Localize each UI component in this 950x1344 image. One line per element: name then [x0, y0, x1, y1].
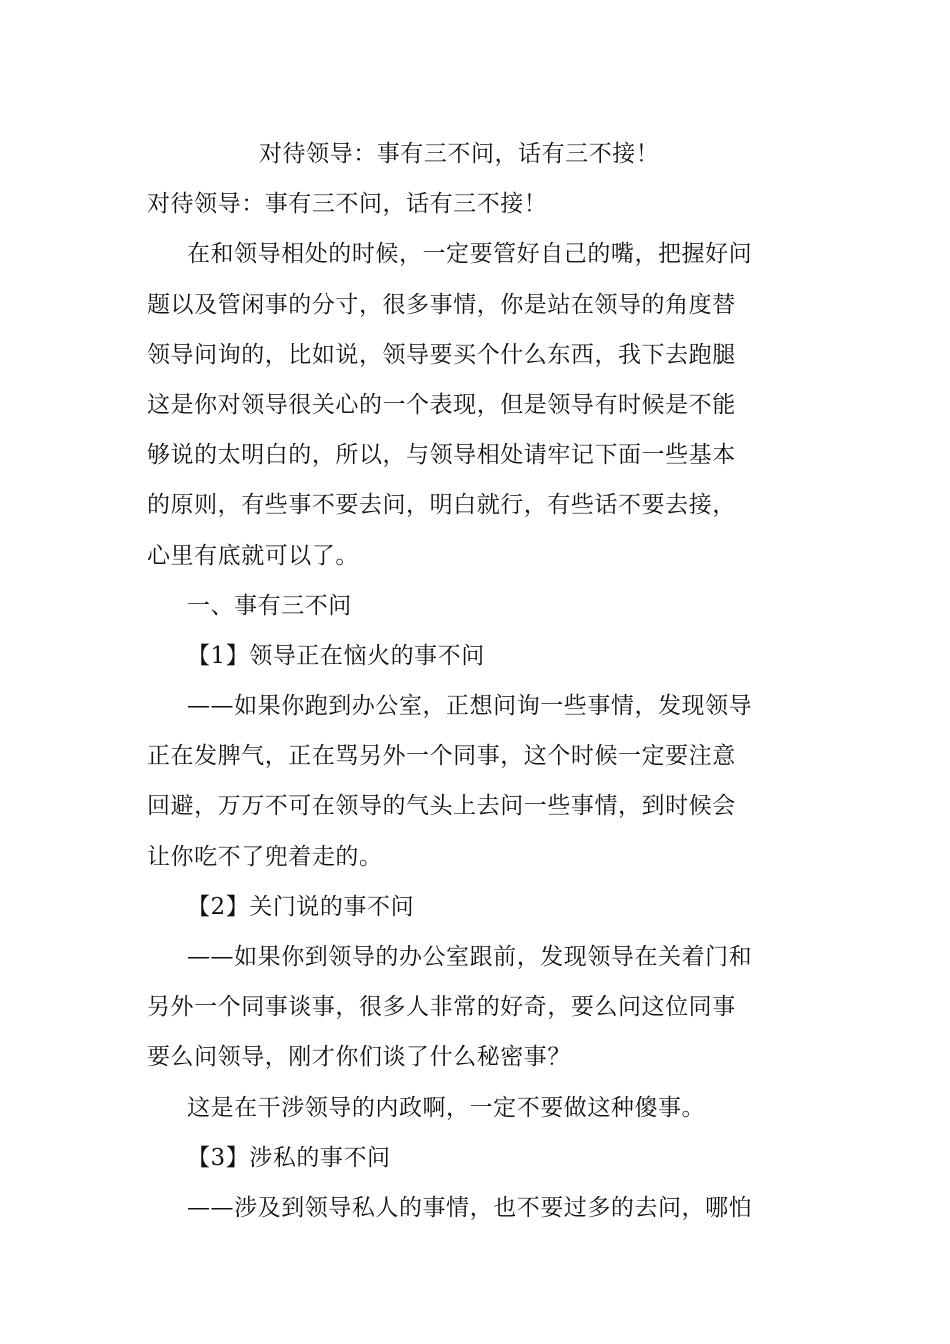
item-heading: 【3】涉私的事不问	[187, 1144, 391, 1171]
intro-line: 领导问询的，比如说，领导要买个什么东西，我下去跑腿	[147, 341, 736, 368]
section-heading: 一、事有三不问	[187, 592, 352, 619]
item-heading: 【2】关门说的事不问	[187, 893, 415, 920]
item-text-line: ——如果你跑到办公室，正想问询一些事情，发现领导	[187, 693, 753, 720]
item-text-line: 另外一个同事谈事，很多人非常的好奇，要么问这位同事	[147, 994, 736, 1021]
intro-line: 这是你对领导很关心的一个表现，但是领导有时候是不能	[147, 391, 736, 418]
item-note: 这是在干涉领导的内政啊，一定不要做这种傻事。	[187, 1094, 706, 1121]
intro-line: 题以及管闲事的分寸，很多事情，你是站在领导的角度替	[147, 291, 736, 318]
intro-line: 够说的太明白的，所以，与领导相处请牢记下面一些基本	[147, 442, 736, 469]
intro-line: 心里有底就可以了。	[147, 542, 359, 569]
intro-line: 的原则，有些事不要去问，明白就行，有些话不要去接，	[147, 492, 736, 519]
item-text-line: 要么问领导，刚才你们谈了什么秘密事？	[147, 1044, 571, 1071]
intro-line: 在和领导相处的时候，一定要管好自己的嘴，把握好问	[187, 241, 753, 268]
document-subtitle: 对待领导：事有三不问，话有三不接！	[147, 191, 548, 218]
item-text-line: 正在发脾气，正在骂另外一个同事，这个时候一定要注意	[147, 743, 736, 770]
document-title: 对待领导：事有三不问，话有三不接！	[259, 141, 660, 167]
document-body	[147, 129, 807, 1233]
item-heading: 【1】领导正在恼火的事不问	[187, 642, 485, 669]
item-text-line: ——涉及到领导私人的事情，也不要过多的去问，哪怕	[187, 1194, 753, 1221]
item-text-line: 回避，万万不可在领导的气头上去问一些事情，到时候会	[147, 793, 736, 820]
item-text-line: ——如果你到领导的办公室跟前，发现领导在关着门和	[187, 944, 753, 970]
item-text-line: 让你吃不了兜着走的。	[147, 843, 383, 870]
